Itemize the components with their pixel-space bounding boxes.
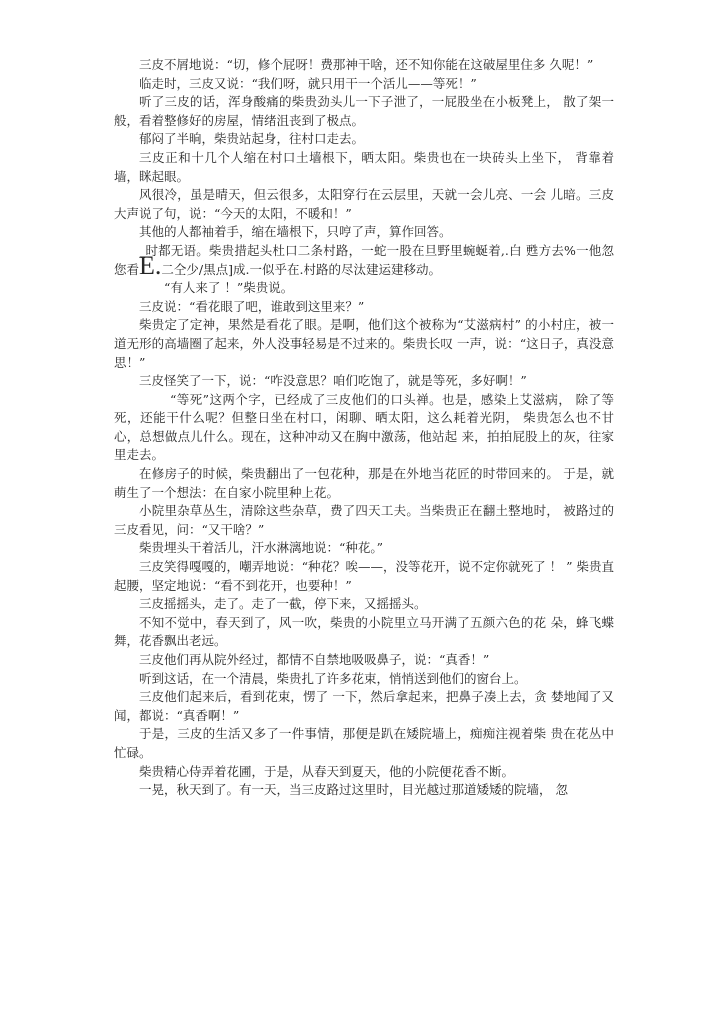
- paragraph: 小院里杂草丛生，清除这些杂草，费了四天工夫。当柴贵正在翻土整地时， 被路过的三皮看见，问：“又干啥？”: [114, 503, 614, 537]
- paragraph: 郁闷了半晌，柴贵站起身，往村口走去。: [139, 131, 365, 147]
- paragraph: 三皮他们再从院外经过，都情不自禁地吸吸鼻子，说：“真香！”: [139, 652, 490, 667]
- paragraph: 听了三皮的话，浑身酸痛的柴贵劲头儿一下子泄了，一屁股坐在小板凳上， 散了架一般，看着整修好的房屋，情绪沮丧到了极点。: [114, 94, 614, 128]
- paragraph: 临走时，三皮又说：“我们呀，就只用干一个活儿——等死！”: [139, 75, 477, 91]
- paragraph: 三皮说：“看花眼了吧，谁敢到这里来？”: [139, 298, 365, 314]
- paragraph: 风很冷，虽是晴天，但云很多，太阳穿行在云层里，天就一会儿亮、一会 儿暗。三皮大声说了句，说：“今天的太阳，不暖和！”: [114, 187, 614, 221]
- paragraph: 三皮他们起来后，看到花束，愣了 一下，然后拿起来，把鼻子凑上去，贪 婪地闻了又闻，都说：“真香啊！”: [114, 689, 614, 723]
- garbled-paragraph: [114, 242, 614, 279]
- paragraph: 在修房子的时候，柴贵翻出了一包花种，那是在外地当花匠的时带回来的。 于是，就萌生了一个想法：在自家小院里种上花。: [114, 466, 614, 500]
- paragraph: 三皮怪笑了一下，说：“咋没意思？咱们吃饱了，就是等死，多好啊！”: [139, 373, 527, 389]
- garbled-text-tail: 二仝少/黒点]成.一似乎在.村路的尽汰建运建移动。: [161, 261, 441, 277]
- garbled-text: _时都无语。柴贵措起头杜口二条村路，一蛇一股在旦野里蜿蜒着,.白 甦方去%一他忽您看: [114, 242, 614, 277]
- paragraph: 三皮正和十几个人缩在村口土墙根下，晒太阳。柴贵也在一块砖头上坐下， 背靠着墙，眯起眼。: [114, 149, 614, 184]
- paragraph: 听到这话，在一个清晨，柴贵扎了许多花束，悄悄送到他们的窗台上。: [139, 670, 527, 686]
- paragraph: “有人来了 ！”柴贵说。: [164, 280, 294, 296]
- paragraph: 不知不觉中，春天到了，风一吹，柴贵的小院里立马开满了五颜六色的花 朵，蜂飞蝶舞，花香飘出老远。: [114, 614, 614, 649]
- paragraph: 于是，三皮的生活又多了一件事情，那便是趴在矮院墙上，痴痴注视着柴 贵在花丛中忙碌。: [114, 726, 614, 760]
- paragraph: 三皮摇摇头，走了。走了一截，停下来，又摇摇头。: [139, 596, 427, 612]
- paragraph: 三皮笑得嘎嘎的，嘲弄地说：“种花？唉——，没等花开，说不定你就死了 ！ ” 柴贵直起腰，坚定地说：“看不到花开，也要种！”: [114, 559, 614, 593]
- paragraph: 一晃，秋天到了。有一天，当三皮路过这里时，目光越过那道矮矮的院墙， 忽: [139, 782, 568, 798]
- paragraph: 其他的人都袖着手，缩在墙根下，只哼了声，算作回答。: [139, 224, 452, 240]
- paragraph: 柴贵定了定神，果然是看花了眼。是啊，他们这个被称为“艾滋病村” 的小村庄，被一道无形的高墙圈了起来，外人没事轻易是不过来的。柴贵长叹 一声，说：“这日子，真没意思！”: [114, 317, 614, 370]
- paragraph: 三皮不屑地说：“切，修个屁呀！费那神干啥，还不知你能在这破屋里住多 久呢！”: [139, 57, 594, 72]
- document-body: [114, 56, 614, 800]
- large-letter: E.: [139, 250, 162, 280]
- paragraph: “等死”这两个字，已经成了三皮他们的口头禅。也是，感染上艾滋病， 除了等死，还能干什么呢？但整日坐在村口，闲聊、晒太阳，这么耗着光阴， 柴贵怎么也不甘心，总想做点儿什么。现在，这种冲动又在胸中激荡，他站起 来，拍拍屁股上的灰，往家里走去。: [114, 391, 614, 463]
- paragraph: 柴贵精心侍弄着花圃，于是，从春天到夏天，他的小院便花香不断。: [139, 763, 515, 779]
- paragraph: 柴贵埋头干着活儿，汗水淋漓地说：“种花。”: [139, 540, 384, 556]
